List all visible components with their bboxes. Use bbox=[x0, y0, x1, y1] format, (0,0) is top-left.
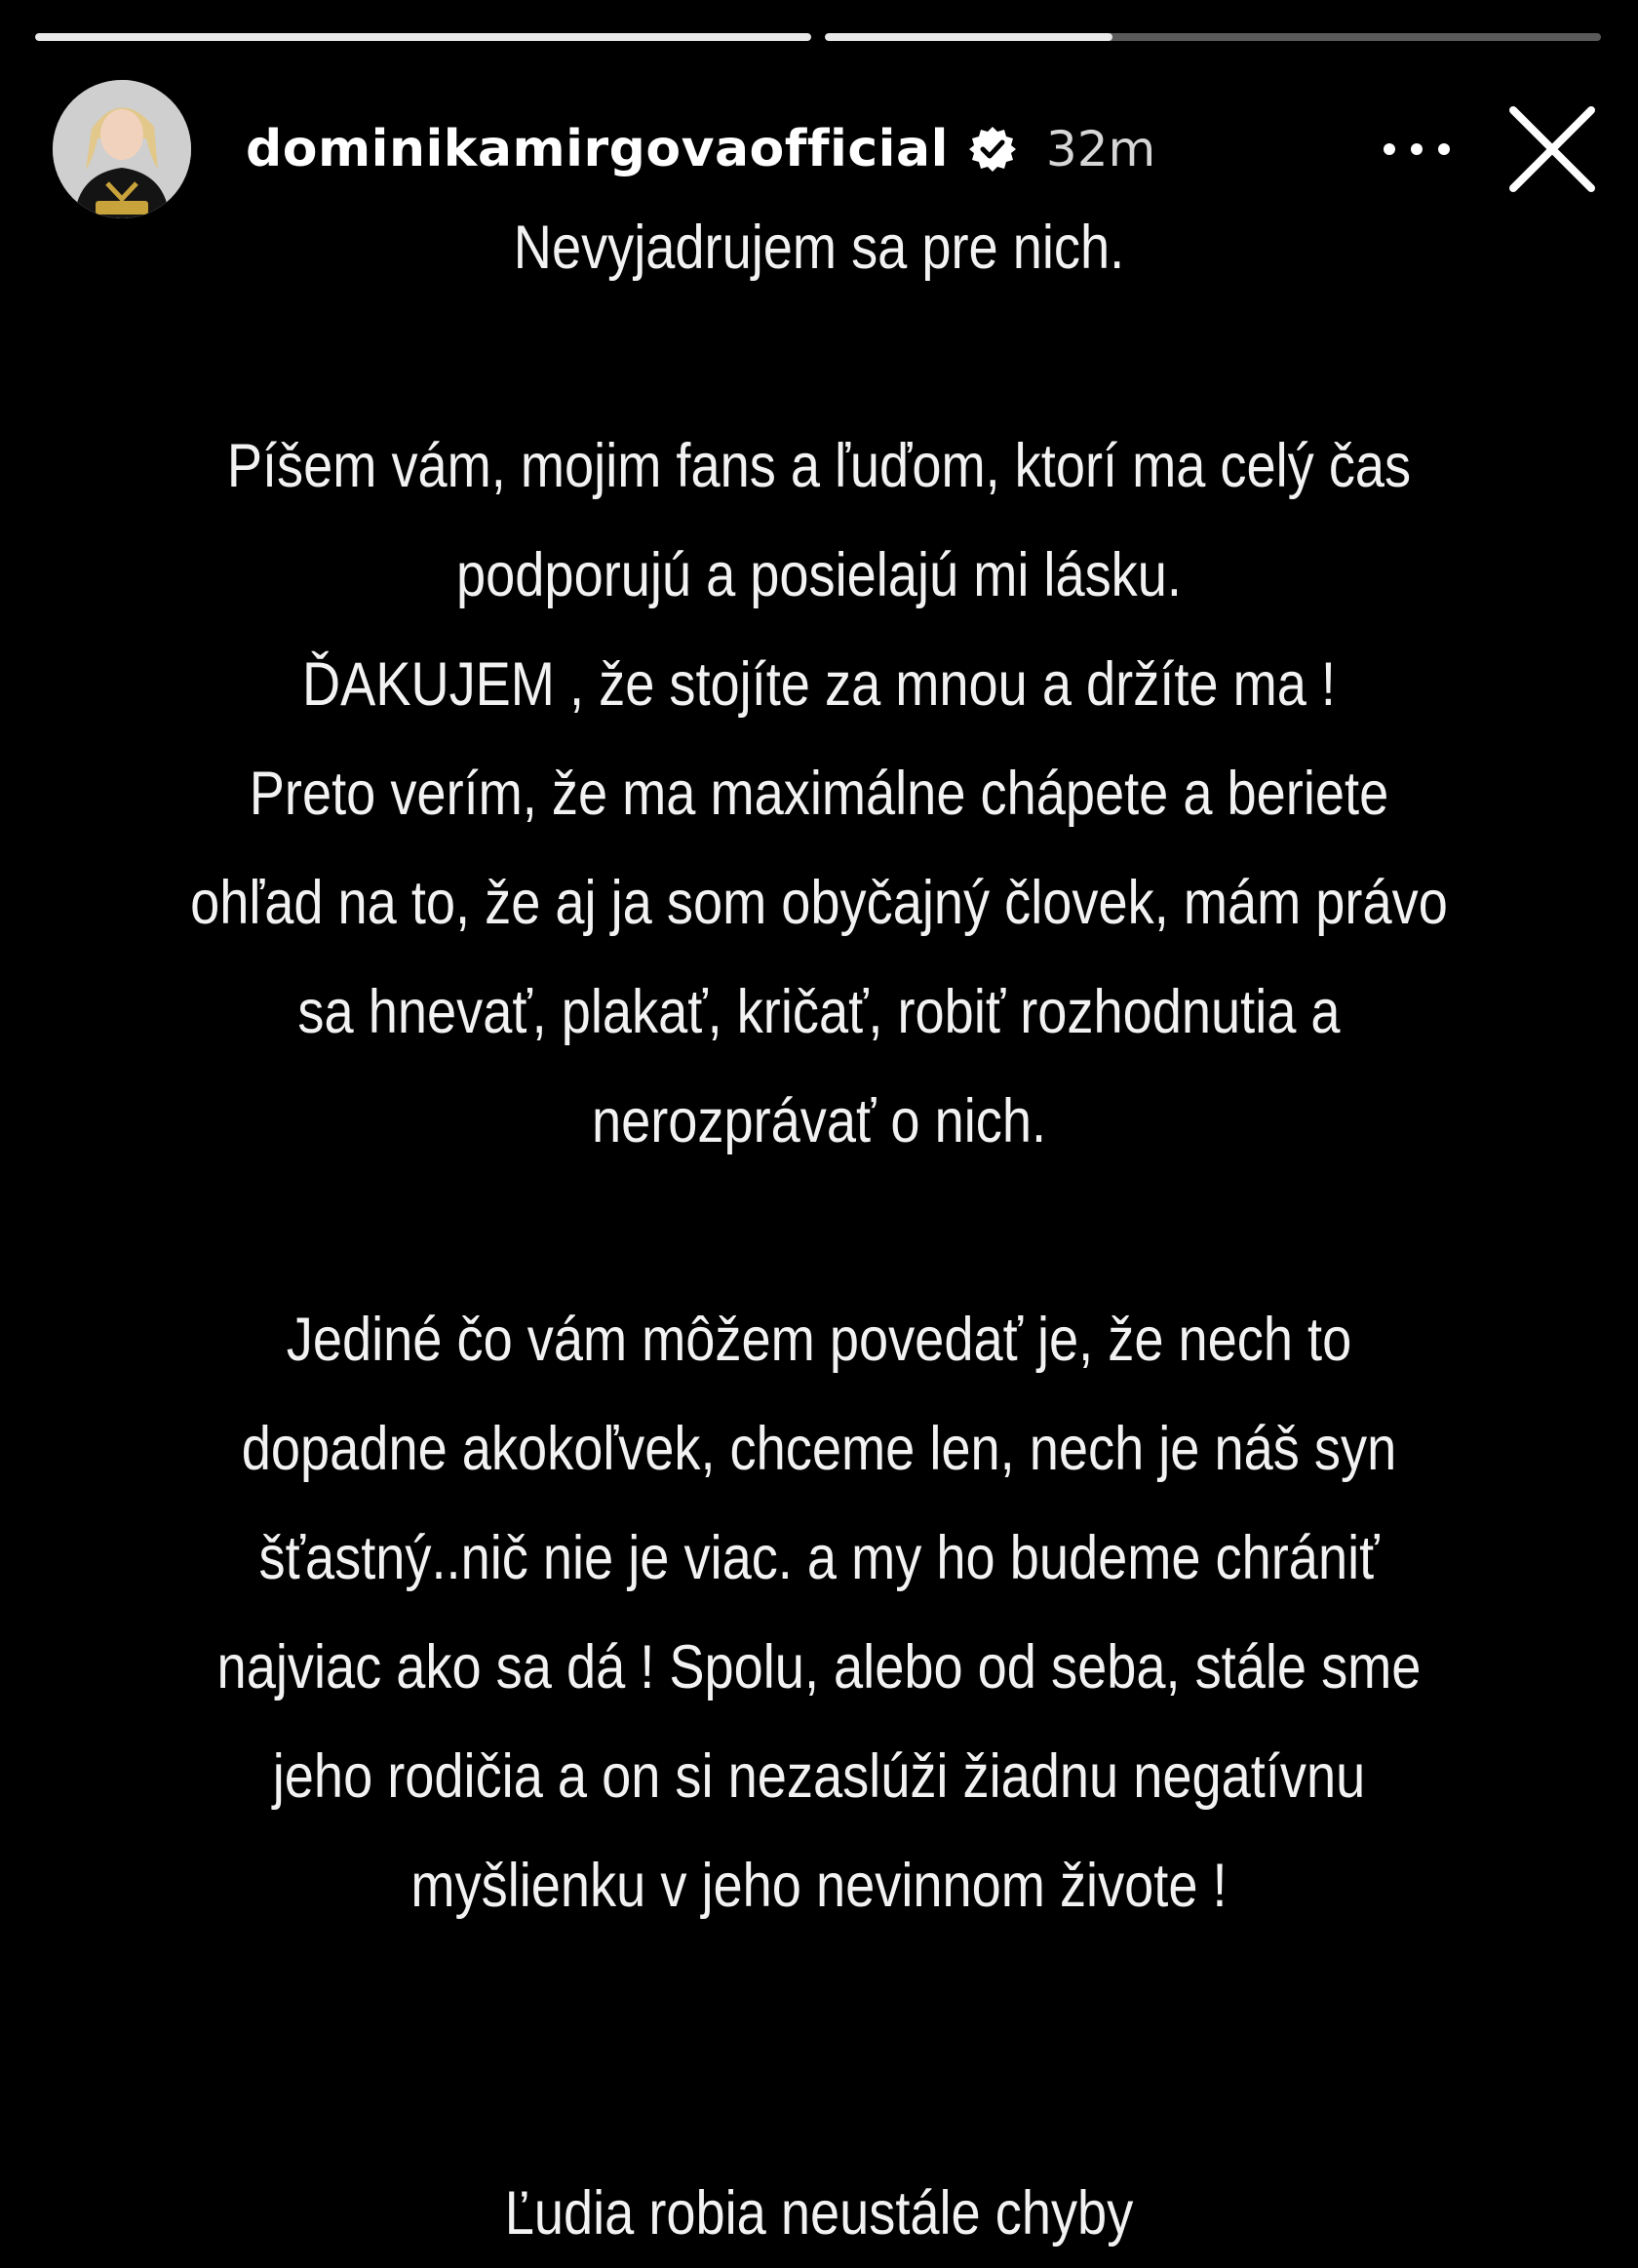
progress-fill-2 bbox=[825, 33, 1112, 41]
story-text-line: jeho rodičia a on si nezaslúži žiadnu negatívnu bbox=[272, 1742, 1366, 1811]
story-text-line: dopadne akokoľvek, chceme len, nech je náš syn bbox=[241, 1415, 1397, 1483]
close-icon bbox=[1507, 104, 1597, 194]
story-text-line: podporujú a posielajú mi lásku. bbox=[456, 541, 1182, 609]
story-text-line: najviac ako sa dá ! Spolu, alebo od seba, stále sme bbox=[216, 1633, 1422, 1701]
story-text-line: nerozprávať o nich. bbox=[591, 1087, 1047, 1155]
story-text bbox=[148, 193, 1490, 2268]
story-text-line: Ľudia robia neustále chyby bbox=[504, 2179, 1134, 2248]
verified-badge-icon bbox=[968, 125, 1017, 174]
blank-line bbox=[148, 302, 1490, 411]
progress-segment-1 bbox=[35, 33, 811, 41]
story-text-line: ĎAKUJEM , že stojíte za mnou a držíte ma ! bbox=[302, 650, 1336, 719]
story-text-line: myšlienku v jeho nevinnom živote ! bbox=[410, 1852, 1228, 1920]
blank-line bbox=[148, 1940, 1490, 2050]
blank-line bbox=[148, 2050, 1490, 2159]
story-text-line: Jediné čo vám môžem povedať je, že nech to bbox=[286, 1306, 1352, 1374]
story-text-line: šťastný..nič nie je viac. a my ho budeme chrániť bbox=[258, 1524, 1380, 1592]
story-text-line: Preto verím, že ma maximálne chápete a beriete bbox=[249, 760, 1389, 828]
progress-segment-2 bbox=[825, 33, 1601, 41]
story-text-line: sa hnevať, plakať, kričať, robiť rozhodnutia a bbox=[297, 978, 1341, 1046]
story-text-line: Píšem vám, mojim fans a ľuďom, ktorí ma celý čas bbox=[226, 432, 1412, 500]
username[interactable]: dominikamirgovaofficial bbox=[246, 120, 949, 178]
close-button[interactable] bbox=[1505, 102, 1599, 196]
more-horizontal-icon bbox=[1378, 139, 1456, 159]
progress-fill-1 bbox=[35, 33, 811, 41]
more-options-button[interactable] bbox=[1373, 120, 1461, 178]
story-text-line: ohľad na to, že aj ja som obyčajný človek, mám právo bbox=[190, 869, 1448, 937]
story-progress bbox=[35, 33, 1601, 41]
post-time: 32m bbox=[1045, 121, 1156, 177]
story-text-line: Nevyjadrujem sa pre nich. bbox=[513, 214, 1125, 282]
blank-line bbox=[148, 1176, 1490, 1285]
